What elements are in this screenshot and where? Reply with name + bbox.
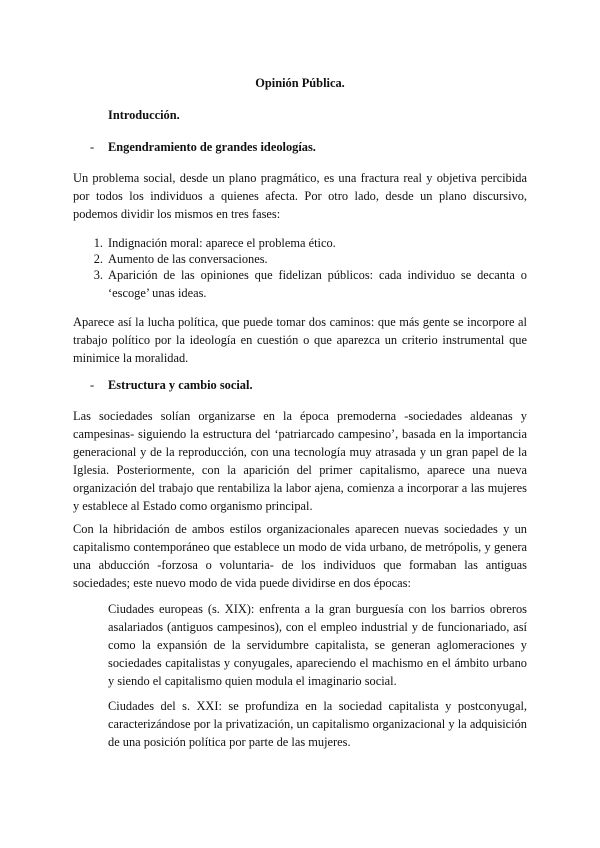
list-number: 2. (93, 252, 103, 266)
list-number: 1. (93, 236, 103, 250)
section-heading-estructura: Estructura y cambio social. (108, 378, 253, 392)
section-heading-ideologias: Engendramiento de grandes ideologías. (108, 140, 316, 154)
phase-list (73, 234, 527, 300)
list-number: 3. (93, 268, 103, 282)
bullet-dash: - (90, 140, 95, 154)
list-item: Indignación moral: aparece el problema ético. (108, 236, 336, 250)
paragraph-hibridacion: Con la hibridación de ambos estilos organizacionales aparecen nuevas sociedades y un capitalismo contemporáneo que establece un modo de vida urbano, de metrópolis, y genera una abducción -forzosa o voluntaria- de los individuos que formaban las antiguas sociedades; este nuevo modo de vida puede dividirse en dos épocas: (73, 522, 527, 590)
intro-heading: Introducción. (108, 108, 180, 122)
list-item: Aparición de las opiniones que fidelizan públicos: cada individuo se decanta o ‘escoge’ unas ideas. (108, 268, 527, 300)
list-item: Aumento de las conversaciones. (108, 252, 268, 266)
paragraph-lucha-politica: Aparece así la lucha política, que puede tomar dos caminos: que más gente se incorpore al trabajo político por la ideología en cuestión o que aparezca un criterio instrumental que minimice la moralidad. (73, 315, 527, 365)
paragraph-sociedades: Las sociedades solían organizarse en la época premoderna -sociedades aldeanas y campesinas- siguiendo la estructura del ‘patriarcado campesino’, basada en la importancia generacional y de la reproducción, con una tecnología muy atrasada y un gran papel de la Iglesia. Posteriormente, con la aparición del primer capitalismo, aparece una nueva organización del trabajo que rentabiliza la labor ajena, comienza a incorporar a las mujeres y establece al Estado como organismo principal. (73, 409, 527, 513)
document-title: Opinión Pública. (255, 76, 345, 90)
bullet-dash: - (90, 378, 95, 392)
paragraph-problema-social: Un problema social, desde un plano pragmático, es una fractura real y objetiva percibida por todos los individuos a quienes afecta. Por otro lado, desde un plano discursivo, podemos dividir los mismos en tres fases: (73, 171, 527, 221)
quote-ciudades-xxi: Ciudades del s. XXI: se profundiza en la sociedad capitalista y postconyugal, caracterizándose por la privatización, un capitalismo organizacional y la adquisición de una posición política por parte de las mujeres. (108, 699, 527, 749)
quote-ciudades-europeas: Ciudades europeas (s. XIX): enfrenta a la gran burguesía con los barrios obreros asalariados (antiguos campesinos), con el empleo industrial y de funcionariado, así como la expansión de la servidumbre capitalista, se generan aglomeraciones y sociedades capitalistas y conyugales, apareciendo el machismo en el ámbito urbano y siendo el capitalismo quien modula el imaginario social. (108, 602, 527, 688)
